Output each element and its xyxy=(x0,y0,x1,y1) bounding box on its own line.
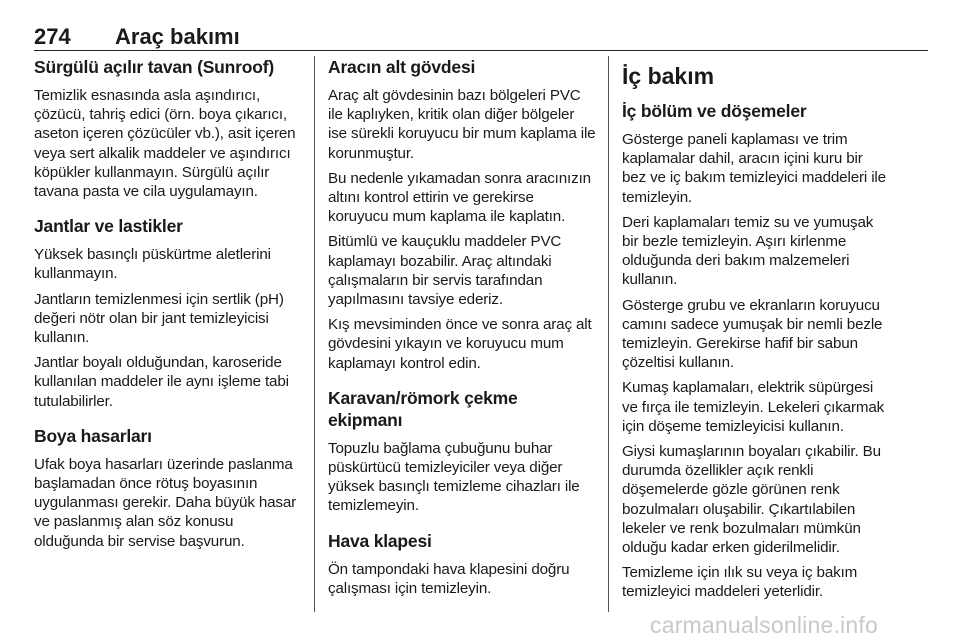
paragraph: Kumaş kaplamaları, elektrik süpürgesi ve fırça ile temizleyin. Lekeleri çıkarmak için döşeme temizleyicisi kullanın. xyxy=(622,379,885,435)
paragraph: Araç alt gövdesinin bazı bölgeleri PVC ile kaplıyken, kritik olan diğer bölgeler ise sürekli koruyucu bir mum kaplama ile korunmuştur. xyxy=(328,87,596,162)
paragraph: Jantların temizlenmesi için sertlik (pH) değeri nötr olan bir jant temizleyicisi kullanın. xyxy=(34,290,284,347)
main-heading-interior-care: İç bakım xyxy=(622,63,715,89)
paragraph: Gösterge paneli kaplaması ve trim kaplamalar dahil, aracın içini kuru bir bez ve iç bakım temizleyici maddeleri ile temizleyin. xyxy=(622,131,886,206)
paragraph: Temizlik esnasında asla aşındırıcı, çözücü, tahriş edici (örn. boya çıkarıcı, aseton içeren çözücüler vb.), asit içeren veya sert alkalik maddeler ve aşındırıcı köpükler kullanmayın. Sürgülü açılır tavana pasta ve cila uygulamayın. xyxy=(34,87,296,201)
page-header xyxy=(34,0,928,51)
paragraph: Yüksek basınçlı püskürtme aletlerini kullanmayın. xyxy=(34,246,271,283)
section-heading-interior-upholstery: İç bölüm ve döşemeler xyxy=(622,101,807,121)
paragraph: Ufak boya hasarları üzerinde paslanma başlamadan önce rötuş boyasının uygulanması gerekir. Daha büyük hasar ve paslanmış alan söz konusu olduğunda bir servise başvurun. xyxy=(34,455,297,550)
column-1 xyxy=(34,56,302,557)
paragraph: Deri kaplamaları temiz su ve yumuşak bir bezle temizleyin. Aşırı kirlenme olduğunda deri bakım malzemeleri kullanın. xyxy=(622,213,874,289)
section-heading-wheels-tyres: Jantlar ve lastikler xyxy=(34,216,183,237)
section-heading-sunroof: Sürgülü açılır tavan (Sunroof) xyxy=(34,57,274,77)
paragraph: Bu nedenle yıkamadan sonra aracınızın altını kontrol ettirin ve gerekirse koruyucu mum kaplama ile kaplatın. xyxy=(328,169,591,226)
column-divider-2 xyxy=(608,56,609,612)
section-heading-towing-equipment: Karavan/römork çekme ekipmanı xyxy=(328,387,518,430)
chapter-title: Araç bakımı xyxy=(115,24,240,49)
column-divider-1 xyxy=(314,56,315,612)
column-3 xyxy=(622,56,890,608)
paragraph: Giysi kumaşlarının boyaları çıkabilir. Bu durumda özellikler açık renkli döşemelerde gözle görünen renk bozulmaları oluşabilir. Çıkartılabilen lekeler ve renk bozulmaları mümkün olduğu kadar erken giderilmelidir. xyxy=(622,443,881,557)
paragraph: Jantlar boyalı olduğundan, karoseride kullanılan maddeler ile aynı işleme tabi tutulabilirler. xyxy=(34,354,289,410)
column-2 xyxy=(328,56,596,604)
paragraph: Topuzlu bağlama çubuğunu buhar püskürtücü temizleyiciler veya diğer yüksek basınçlı temizleme cihazları ile temizlemeyin. xyxy=(328,439,580,515)
section-heading-paint-damage: Boya hasarları xyxy=(34,425,152,446)
paragraph: Ön tampondaki hava klapesini doğru çalışması için temizleyin. xyxy=(328,560,570,597)
section-heading-underbody: Aracın alt gövdesi xyxy=(328,57,476,77)
page-number: 274 xyxy=(34,24,71,49)
paragraph: Temizleme için ılık su veya iç bakım temizleyici maddeleri yeterlidir. xyxy=(622,564,858,601)
watermark: carmanualsonline.info xyxy=(650,612,878,638)
paragraph: Gösterge grubu ve ekranların koruyucu camını sadece yumuşak bir nemli bezle temizleyin. Gerekirse hafif bir sabun çözeltisi kullanın. xyxy=(622,296,883,372)
paragraph: Bitümlü ve kauçuklu maddeler PVC kaplamayı bozabilir. Araç altındaki çalışmaların bir servis tarafından yapılmasını tavsiye ederiz. xyxy=(328,233,562,309)
section-heading-air-flap: Hava klapesi xyxy=(328,530,432,551)
paragraph: Kış mevsiminden önce ve sonra araç alt gövdesini yıkayın ve koruyucu mum kaplamayı kontrol edin. xyxy=(328,316,592,372)
